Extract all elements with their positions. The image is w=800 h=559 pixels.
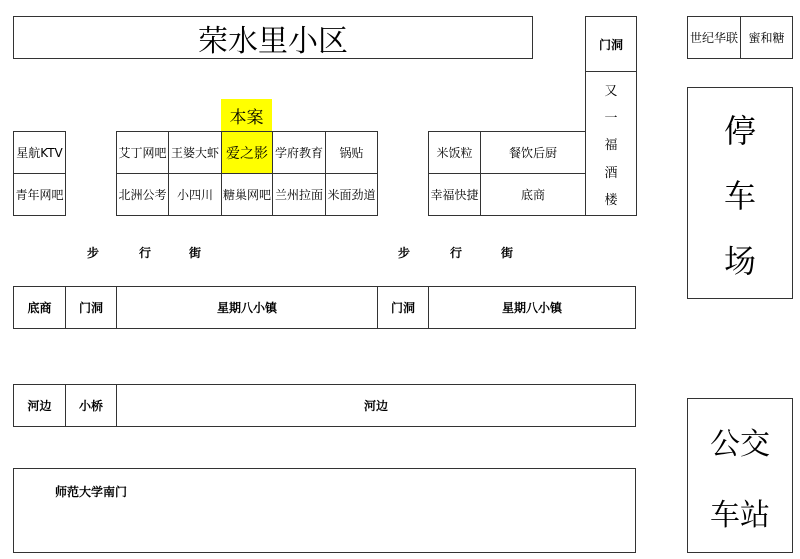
hotel-char: 一 — [604, 111, 618, 127]
shop-xinghang-ktv: 星航KTV — [13, 131, 66, 174]
band2-hebian-right: 河边 — [116, 384, 636, 427]
street-label-char: 行 — [450, 246, 463, 260]
shop-row2-3: 糖巢网吧 — [221, 173, 273, 216]
hotel-char: 又 — [604, 84, 618, 100]
hotel-box — [585, 71, 637, 216]
shop-row2-1: 北洲公考 — [116, 173, 169, 216]
highlight-label: 本案 — [221, 99, 272, 131]
shop-canyin-houchu: 餐饮后厨 — [480, 131, 586, 174]
shop-xingfu-kuaijie: 幸福快捷 — [428, 173, 481, 216]
door-top: 门洞 — [585, 16, 637, 72]
parking-box — [687, 87, 793, 299]
hotel-char: 福 — [604, 138, 618, 154]
parking-char: 停 — [723, 111, 756, 150]
band1-dishang: 底商 — [13, 286, 66, 329]
shop-shijihualian: 世纪华联 — [687, 16, 741, 59]
shop-row1-1: 艾丁网吧 — [116, 131, 169, 174]
shop-qingnian-wangba: 青年网吧 — [13, 173, 66, 216]
parking-char: 场 — [723, 242, 756, 281]
shop-row2-2: 小四川 — [168, 173, 222, 216]
bus-line: 公交 — [710, 426, 770, 462]
parking-label — [688, 96, 792, 292]
hotel-name — [586, 76, 636, 212]
shop-mifanli: 米饭粒 — [428, 131, 481, 174]
school-gate-label: 师范大学南门 — [55, 485, 128, 499]
bus-station-label — [688, 405, 792, 548]
title-box — [13, 16, 533, 59]
school-gate-box — [13, 468, 636, 553]
map-title: 荣水里小区 — [198, 23, 348, 59]
band1-xingqiba-right: 星期八小镇 — [428, 286, 636, 329]
shop-row2-5: 米面劲道 — [325, 173, 378, 216]
band2-xiaoqiao: 小桥 — [65, 384, 117, 427]
shop-row1-2: 王婆大虾 — [168, 131, 222, 174]
street-label-char: 街 — [189, 246, 202, 260]
shop-aizhiying: 爱之影 — [221, 131, 273, 174]
hotel-char: 酒 — [604, 165, 618, 181]
shop-mihetang: 蜜和糖 — [740, 16, 793, 59]
street-label-char: 行 — [139, 246, 152, 260]
street-label-char: 步 — [398, 246, 411, 260]
band1-xingqiba-left: 星期八小镇 — [116, 286, 378, 329]
hotel-char: 楼 — [604, 192, 618, 208]
shop-row1-5: 锅贴 — [325, 131, 378, 174]
shop-row2-4: 兰州拉面 — [272, 173, 326, 216]
shop-row1-4: 学府教育 — [272, 131, 326, 174]
band1-door-right: 门洞 — [377, 286, 429, 329]
band1-door-left: 门洞 — [65, 286, 117, 329]
bus-station-box — [687, 398, 793, 553]
band2-hebian-left: 河边 — [13, 384, 66, 427]
shop-dishang-right: 底商 — [480, 173, 586, 216]
parking-char: 车 — [723, 176, 756, 215]
street-label-char: 步 — [87, 246, 100, 260]
bus-line: 车站 — [710, 498, 770, 534]
street-label-char: 街 — [501, 246, 514, 260]
